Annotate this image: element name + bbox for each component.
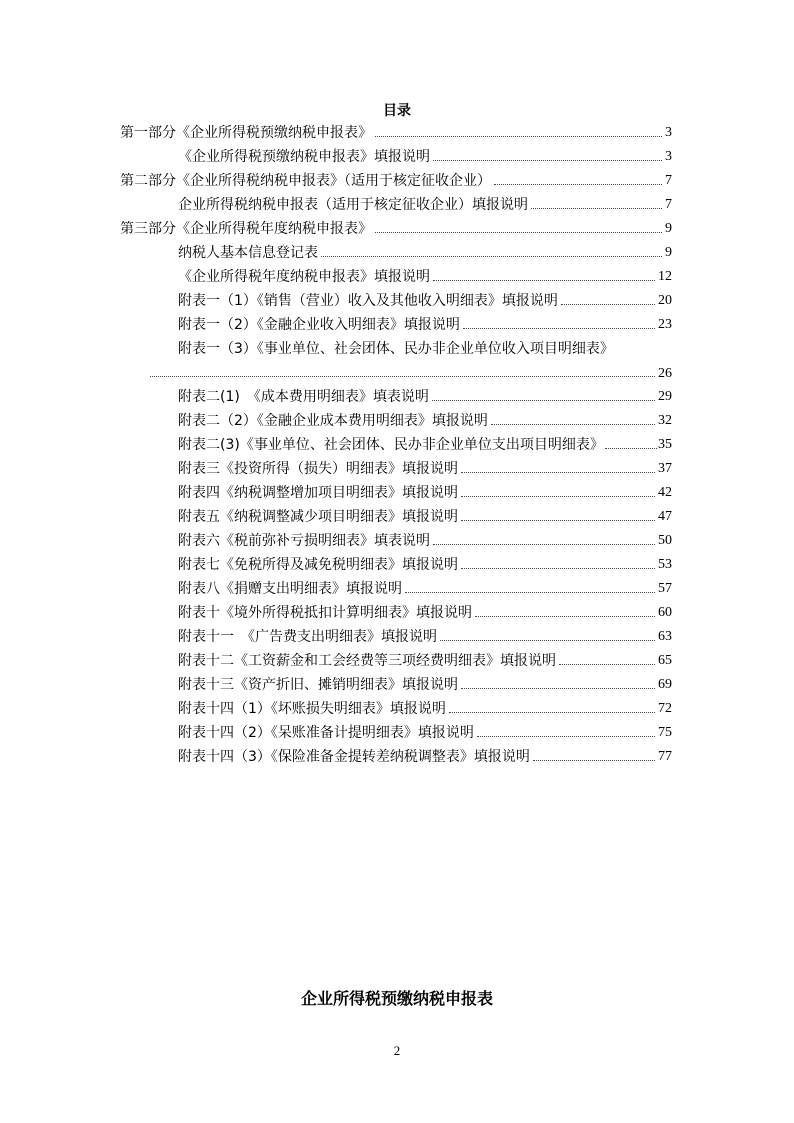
leader-dots	[559, 664, 655, 665]
toc-entry-label: 附表八《捐赠支出明细表》填报说明	[178, 581, 402, 597]
toc-entry-label: 附表一（2）《金融企业收入明细表》填报说明	[178, 317, 460, 333]
leader-dots	[433, 280, 655, 281]
toc-entry[interactable]	[178, 652, 672, 670]
leader-dots	[461, 688, 655, 689]
toc-entry-page: 63	[658, 629, 672, 644]
toc-entry[interactable]	[178, 676, 672, 694]
toc-entry-page: 29	[658, 389, 672, 404]
leader-dots	[321, 256, 662, 257]
toc-entry-page: 9	[665, 221, 672, 236]
toc-entry-label: 附表六《税前弥补亏损明细表》填表说明	[178, 533, 430, 549]
toc-entry[interactable]	[178, 604, 672, 622]
toc-entry-label: 附表四《纳税调整增加项目明细表》填报说明	[178, 485, 458, 501]
leader-dots	[375, 136, 662, 137]
toc-entry-page: 3	[665, 125, 672, 140]
leader-dots	[477, 736, 655, 737]
toc-entry[interactable]	[178, 460, 672, 478]
toc-entry-page: 72	[658, 701, 672, 716]
toc-entry-page: 12	[658, 269, 672, 284]
toc-entry-label: 企业所得税纳税申报表（适用于核定征收企业）填报说明	[178, 197, 528, 213]
leader-dots	[433, 160, 662, 161]
toc-entry-page: 69	[658, 677, 672, 692]
toc-entry[interactable]	[120, 172, 672, 190]
toc-entry-page: 26	[658, 366, 672, 381]
toc-entry-label: 附表十二《工资薪金和工会经费等三项经费明细表》填报说明	[178, 653, 556, 669]
toc-entry-label: 附表七《免税所得及减免税明细表》填报说明	[178, 557, 458, 573]
toc-entry[interactable]	[178, 484, 672, 502]
toc-entry[interactable]	[178, 748, 672, 766]
toc-entry-page: 32	[658, 413, 672, 428]
toc-entry-page: 75	[658, 725, 672, 740]
toc-entry-page: 20	[658, 293, 672, 308]
toc-title: 目录	[383, 103, 411, 119]
leader-dots	[461, 568, 655, 569]
toc-entry-page: 9	[665, 245, 672, 260]
toc-entry-label: 附表三《投资所得（损失）明细表》填报说明	[178, 461, 458, 477]
toc-entry-label: 附表十三《资产折旧、摊销明细表》填报说明	[178, 677, 458, 693]
toc-entry-label: 附表十《境外所得税抵扣计算明细表》填报说明	[178, 605, 472, 621]
toc-entry-label: 附表二(3)《事业单位、社会团体、民办非企业单位支出项目明细表》	[178, 437, 604, 453]
toc-entry-label: 附表五《纳税调整减少项目明细表》填报说明	[178, 509, 458, 525]
leader-dots	[475, 616, 655, 617]
toc-entry-label: 附表一（1）《销售（营业）收入及其他收入明细表》填报说明	[178, 293, 558, 309]
leader-dots	[461, 496, 655, 497]
toc-entry-label: 第三部分《企业所得税年度纳税申报表》	[120, 221, 372, 237]
toc-entry-label: 附表十一 《广告费支出明细表》填报说明	[178, 629, 437, 645]
toc-entry[interactable]	[178, 292, 672, 310]
toc-entry-page: 7	[665, 197, 672, 212]
leader-dots	[375, 232, 662, 233]
toc-entry-page: 7	[665, 173, 672, 188]
leader-dots	[491, 424, 655, 425]
toc-entry-label: 附表二（2）《金融企业成本费用明细表》填报说明	[178, 413, 488, 429]
toc-entry[interactable]	[178, 556, 672, 574]
toc-entry-page: 57	[658, 581, 672, 596]
toc-entry-continuation[interactable]	[150, 364, 672, 382]
toc-entry-page: 47	[658, 509, 672, 524]
toc-entry[interactable]	[178, 436, 672, 454]
leader-dots	[561, 304, 655, 305]
toc-entry[interactable]	[178, 316, 672, 334]
toc-entry-page: 3	[665, 149, 672, 164]
leader-dots	[494, 184, 662, 185]
leader-dots	[533, 760, 655, 761]
leader-dots	[432, 400, 655, 401]
toc-entry[interactable]	[178, 628, 672, 646]
toc-entry-page: 37	[658, 461, 672, 476]
toc-entry[interactable]	[178, 412, 672, 430]
toc-entry-label: 纳税人基本信息登记表	[178, 245, 318, 261]
toc-entry[interactable]	[178, 700, 672, 718]
toc-entry-label: 《企业所得税预缴纳税申报表》填报说明	[178, 149, 430, 165]
toc-entry-page: 65	[658, 653, 672, 668]
toc-entry[interactable]	[120, 220, 672, 238]
toc-entry-label: 附表十四（1）《坏账损失明细表》填报说明	[178, 701, 446, 717]
toc-entry[interactable]	[178, 244, 672, 262]
leader-dots	[440, 640, 655, 641]
toc-entry[interactable]	[178, 268, 672, 286]
toc-entry-page: 50	[658, 533, 672, 548]
toc-entry[interactable]	[178, 532, 672, 550]
toc-entry-page: 23	[658, 317, 672, 332]
toc-entry[interactable]	[178, 508, 672, 526]
section-heading: 企业所得税预缴纳税申报表	[300, 989, 493, 1008]
toc-entry-label: 第二部分《企业所得税纳税申报表》（适用于核定征收企业）	[120, 173, 491, 189]
toc-entry-page: 42	[658, 485, 672, 500]
toc-entry-label: 《企业所得税年度纳税申报表》填报说明	[178, 269, 430, 285]
leader-dots	[433, 544, 655, 545]
leader-dots	[605, 448, 657, 449]
leader-dots	[463, 328, 655, 329]
toc-entry-page: 53	[658, 557, 672, 572]
toc-entry-page: 35	[658, 437, 672, 452]
page-number: 2	[393, 1043, 401, 1058]
leader-dots	[449, 712, 655, 713]
toc-entry[interactable]	[178, 340, 614, 358]
toc-entry-label: 附表一（3）《事业单位、社会团体、民办非企业单位收入项目明细表》	[178, 341, 614, 357]
toc-entry[interactable]	[178, 724, 672, 742]
toc-entry[interactable]	[178, 388, 672, 406]
toc-entry-page: 77	[658, 749, 672, 764]
leader-dots	[405, 592, 655, 593]
toc-entry[interactable]	[120, 124, 672, 142]
toc-entry[interactable]	[178, 148, 672, 166]
leader-dots	[531, 208, 662, 209]
toc-entry[interactable]	[178, 580, 672, 598]
leader-dots	[461, 520, 655, 521]
toc-entry[interactable]	[178, 196, 672, 214]
leader-dots	[150, 376, 655, 377]
toc-entry-label: 附表十四（2）《呆账准备计提明细表》填报说明	[178, 725, 474, 741]
toc-entry-label: 附表二(1) 《成本费用明细表》填表说明	[178, 389, 429, 405]
leader-dots	[461, 472, 655, 473]
toc-entry-label: 附表十四（3）《保险准备金提转差纳税调整表》填报说明	[178, 749, 530, 765]
toc-entry-page: 60	[658, 605, 672, 620]
toc-entry-label: 第一部分《企业所得税预缴纳税申报表》	[120, 125, 372, 141]
